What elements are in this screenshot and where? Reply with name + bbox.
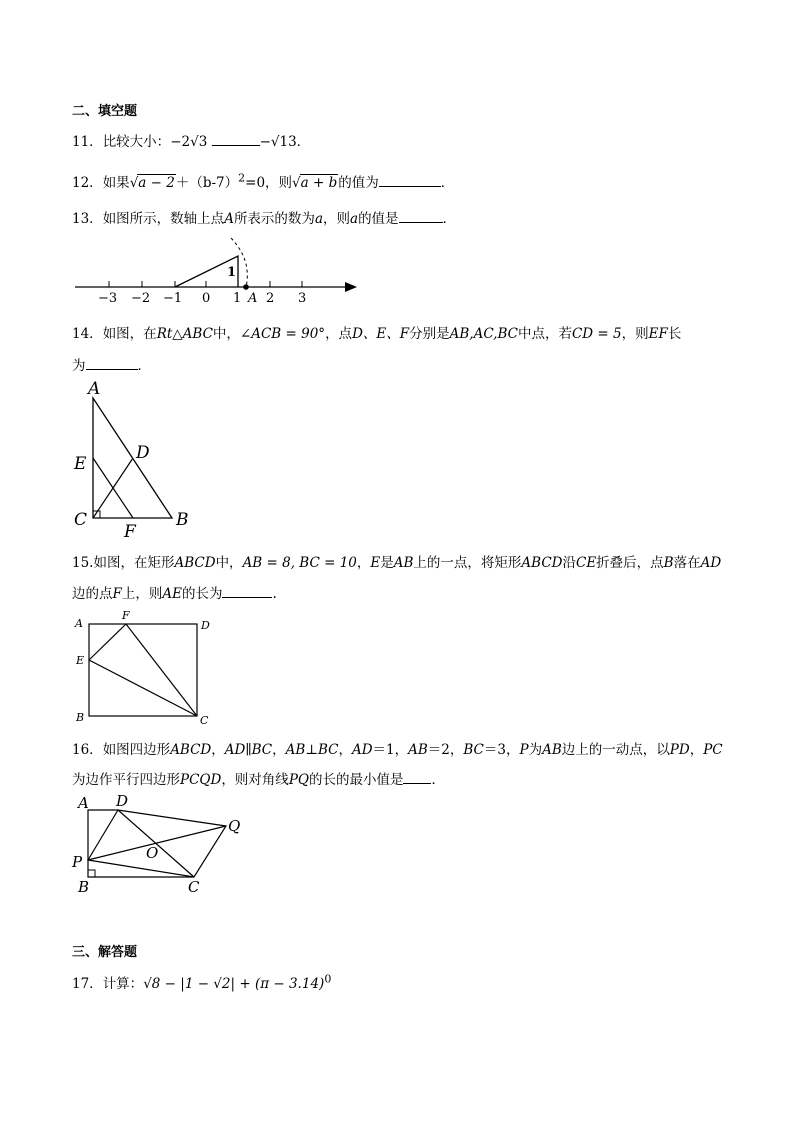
q14-text4: 分别是 xyxy=(409,326,450,342)
q13-text: 如图所示，数轴上点 xyxy=(102,211,225,227)
q14-number: 14． xyxy=(72,326,103,342)
q16-v3: ＝3， xyxy=(483,742,520,758)
q12-sup: 2 xyxy=(238,171,246,185)
q16-text7: ， xyxy=(689,742,704,758)
q14-segments: AB,AC,BC xyxy=(449,326,518,342)
q17-text: 计算： xyxy=(102,976,144,992)
q14-text6: ，则 xyxy=(621,326,649,342)
q15-line2-c: 的长为 xyxy=(181,586,223,602)
q11-end: ． xyxy=(296,134,311,150)
tick-label-neg3: −3 xyxy=(98,291,118,306)
q14-line2-pre: 为 xyxy=(72,358,86,374)
q15-text6: 沿 xyxy=(562,555,576,571)
q15-number: 15. xyxy=(72,555,94,571)
q16-text: 如图四边形 xyxy=(102,742,171,758)
q13-text3: ，则 xyxy=(323,211,350,227)
label-E: E xyxy=(74,454,87,474)
q15-text: 如图，在矩形 xyxy=(93,555,175,571)
q13-text4: 的值是 xyxy=(358,211,399,227)
q16-text4: ， xyxy=(338,742,352,758)
q15-rect: ABCD xyxy=(174,555,216,571)
tick-label-1: 1 xyxy=(233,291,242,306)
q12-eq: =0，则 xyxy=(245,175,293,191)
q16-pd: PD xyxy=(669,742,690,758)
q14-angle: ∠ACB = 90° xyxy=(239,326,326,342)
q16-pq: PQ xyxy=(288,772,309,788)
q12-radical-2: a + b xyxy=(300,175,338,191)
q16-ad: AD xyxy=(351,742,373,758)
q17-expression: √8 − |1 − √2| + (π − 3.14) xyxy=(143,976,325,992)
q11-expr-right: −√13 xyxy=(259,134,297,150)
question-17 xyxy=(72,972,331,992)
q14-text5: 中点，若 xyxy=(517,326,572,342)
q12-radical-1: a − 2 xyxy=(138,175,175,191)
q12-number: 12． xyxy=(72,175,103,191)
q15-ab: AB xyxy=(393,555,414,571)
q16-v1: ＝1， xyxy=(372,742,409,758)
q16-text5: 为 xyxy=(528,742,543,758)
label-B: B xyxy=(78,878,90,896)
q15-cond: AB = 8, BC = 10 xyxy=(242,555,357,571)
label-B: B xyxy=(176,510,189,530)
q16-text2: ， xyxy=(211,742,225,758)
q15-text3: ， xyxy=(356,555,371,571)
q17-sup: 0 xyxy=(324,972,332,986)
q15-ae: AE xyxy=(162,586,182,602)
q13-var-a2: a xyxy=(350,211,359,227)
q16-text6: 边上的一动点，以 xyxy=(561,742,670,758)
q16-end: ． xyxy=(431,772,445,788)
q11-expr-left: −2√3 xyxy=(170,134,208,150)
label-Q: Q xyxy=(228,817,241,835)
q15-e: E xyxy=(370,555,381,571)
q15-text4: 是 xyxy=(380,555,394,571)
q15-text5: 上的一点，将矩形 xyxy=(413,555,522,571)
q16-p: P xyxy=(519,742,529,758)
q14-text7: 长 xyxy=(667,326,682,342)
q11-number: 11． xyxy=(72,134,103,150)
q12-text2: 的值为 xyxy=(338,175,379,191)
label-D: D xyxy=(116,792,129,810)
q16-parallel: AD∥BC xyxy=(224,742,273,758)
triangle-side-label: 1 xyxy=(227,265,237,280)
label-B: B xyxy=(76,711,85,724)
q11-text: 比较大小： xyxy=(102,134,171,150)
q16-bc: BC xyxy=(463,742,484,758)
label-A: A xyxy=(75,617,83,630)
q12-plus: ＋（b-7） xyxy=(175,175,239,191)
q16-quad: ABCD xyxy=(170,742,212,758)
q13-var-a: a xyxy=(314,211,323,227)
q16-v2: ＝2， xyxy=(427,742,464,758)
q15-line2-a: 边的点 xyxy=(72,586,113,602)
q14-text3: ，点 xyxy=(325,326,353,342)
q14-ef: EF xyxy=(648,326,668,342)
q13-number: 13． xyxy=(72,211,103,227)
q13-end: ． xyxy=(442,211,457,227)
label-F: F xyxy=(122,609,130,622)
q14-points: D、E、F xyxy=(352,326,410,342)
q15-end: . xyxy=(272,586,277,602)
q16-perp: AB⊥BC xyxy=(285,742,339,758)
label-C: C xyxy=(74,510,88,530)
label-D: D xyxy=(201,619,210,632)
point-A-label: A xyxy=(248,291,258,306)
q12-text1: 如果 xyxy=(102,175,130,191)
label-P: P xyxy=(72,853,83,871)
tick-label-neg1: −1 xyxy=(163,291,183,306)
tick-label-3: 3 xyxy=(298,291,307,306)
q13-text2: 所表示的数为 xyxy=(233,211,315,227)
q16-number: 16． xyxy=(72,742,103,758)
q17-number: 17． xyxy=(72,976,103,992)
q12-end: ． xyxy=(440,175,455,191)
quad-ABCD-sides xyxy=(88,810,194,877)
q14-cd: CD = 5 xyxy=(571,326,622,342)
label-E: E xyxy=(76,654,85,667)
q15-rect2: ABCD xyxy=(521,555,563,571)
label-A: A xyxy=(88,379,101,399)
right-angle-mark xyxy=(88,870,95,877)
q16-text3: ， xyxy=(272,742,286,758)
q15-text8: 落在 xyxy=(673,555,701,571)
tick-label-neg2: −2 xyxy=(131,291,151,306)
section-fill-title: 二、填空题 xyxy=(72,104,138,119)
q14-triangle: Rt△ABC xyxy=(156,326,213,342)
question-12: 12．如果$√a - 2+(b-7)^2=0$，则√a + b的值为 ． xyxy=(72,171,455,191)
tick-label-0: 0 xyxy=(202,291,211,306)
q14-end: ． xyxy=(137,358,151,374)
q16-pcqd: PCQD xyxy=(180,772,222,788)
q14-text: 如图，在 xyxy=(102,326,157,342)
section-answer-title: 三、解答题 xyxy=(72,945,138,960)
q13-var-A: A xyxy=(224,211,234,227)
q15-ad: AD xyxy=(700,555,722,571)
label-A: A xyxy=(78,794,89,812)
label-C: C xyxy=(200,714,209,727)
q15-ce: CE xyxy=(575,555,597,571)
label-D: D xyxy=(136,443,150,463)
q16-ab: AB xyxy=(542,742,562,758)
label-F: F xyxy=(124,522,136,542)
q15-line2-b: 上，则 xyxy=(121,586,163,602)
tick-label-2: 2 xyxy=(266,291,275,306)
q15-text2: 中， xyxy=(215,555,243,571)
q15-text7: 折叠后，点 xyxy=(596,555,664,571)
q15-b: B xyxy=(663,555,674,571)
q16-line2-b: ，则对角线 xyxy=(221,772,289,788)
q16-pc: PC xyxy=(703,742,723,758)
q14-text2: 中， xyxy=(212,326,240,342)
q16-line2-c: 的长的最小值是 xyxy=(308,772,404,788)
label-O: O xyxy=(146,844,159,862)
q16-ab2: AB xyxy=(408,742,428,758)
q15-f: F xyxy=(112,586,122,602)
label-C: C xyxy=(188,878,200,896)
q16-line2-a: 为边作平行四边形 xyxy=(72,772,180,788)
